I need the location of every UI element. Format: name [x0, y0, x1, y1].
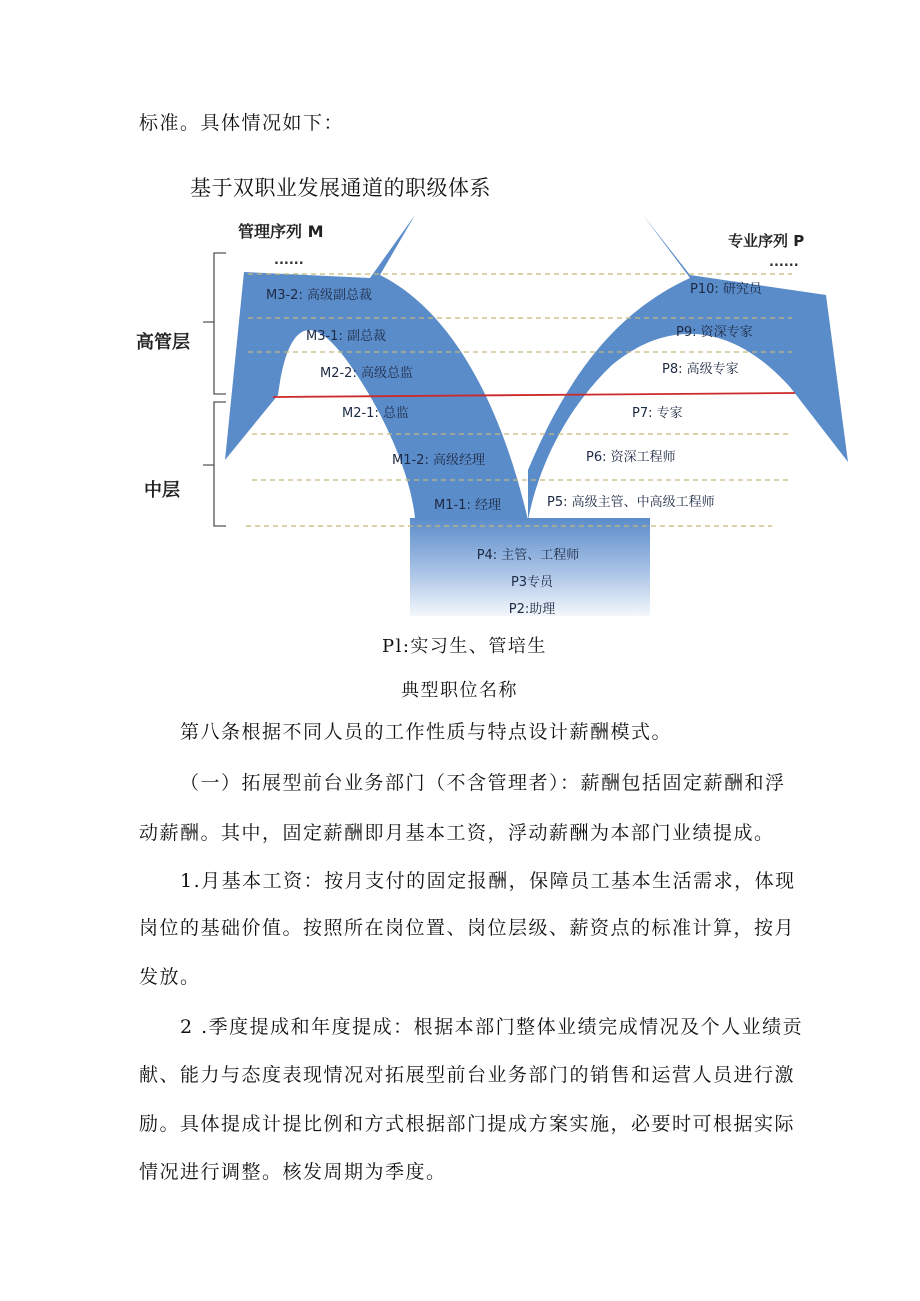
professional-level: P8: 高级专家 — [662, 362, 739, 377]
management-level: M1-2: 高级经理 — [392, 453, 485, 468]
paragraph-line: 献、能力与态度表现情况对拓展型前台业务部门的销售和运营人员进行激 — [139, 1064, 796, 1086]
caption-p1: Pl:实习生、管培生 — [382, 636, 547, 657]
management-level: M3-1: 副总裁 — [306, 329, 386, 344]
paragraph-line: 情况进行调整。核发周期为季度。 — [139, 1161, 447, 1183]
management-header: 管理序列 M — [238, 222, 324, 241]
paragraph-line: 1.月基本工资：按月支付的固定报酬，保障员工基本生活需求，体现 — [180, 870, 796, 892]
middle-bracket — [203, 402, 226, 526]
career-ladder-diagram — [0, 200, 920, 640]
professional-level: P6: 资深工程师 — [586, 450, 676, 465]
base-level: P4: 主管、工程师 — [476, 548, 580, 563]
management-level: M3-2: 高级副总裁 — [266, 288, 372, 303]
paragraph-line: 发放。 — [139, 966, 201, 988]
paragraph-line: 2 .季度提成和年度提成：根据本部门整体业绩完成情况及个人业绩贡 — [180, 1016, 804, 1038]
management-level: M2-2: 高级总监 — [320, 366, 413, 381]
management-level: M2-1: 总监 — [342, 406, 409, 421]
senior-bracket — [203, 253, 226, 394]
diagram-title: 基于双职业发展通道的职级体系 — [190, 176, 491, 200]
base-level: P3专员 — [510, 575, 554, 590]
professional-level: P7: 专家 — [632, 406, 683, 421]
middle-layer-label: 中层 — [144, 480, 180, 501]
management-level: M1-1: 经理 — [434, 498, 501, 513]
paragraph-line: 动薪酬。其中，固定薪酬即月基本工资，浮动薪酬为本部门业绩提成。 — [139, 822, 775, 844]
paragraph-line: （一）拓展型前台业务部门（不含管理者）：薪酬包括固定薪酬和浮 — [180, 772, 786, 794]
senior-divider-line — [273, 393, 795, 397]
professional-level: P10: 研究员 — [690, 282, 762, 297]
paragraph-line: 励。具体提成计提比例和方式根据部门提成方案实施，必要时可根据实际 — [139, 1113, 796, 1135]
management-ellipsis: ...... — [274, 253, 304, 268]
professional-ellipsis: ...... — [769, 255, 799, 270]
base-level: P2:助理 — [508, 602, 556, 617]
paragraph-line: 岗位的基础价值。按照所在岗位置、岗位层级、薪资点的标准计算，按月 — [139, 917, 796, 939]
caption-typical: 典型职位名称 — [401, 680, 518, 701]
intro-line: 标准。具体情况如下： — [139, 112, 345, 134]
paragraph-line: 第八条根据不同人员的工作性质与特点设计薪酬模式。 — [180, 721, 673, 743]
professional-level: P9: 资深专家 — [676, 325, 753, 340]
senior-layer-label: 高管层 — [136, 332, 190, 353]
professional-level: P5: 高级主管、中高级工程师 — [547, 495, 715, 510]
professional-header: 专业序列 P — [728, 232, 805, 250]
